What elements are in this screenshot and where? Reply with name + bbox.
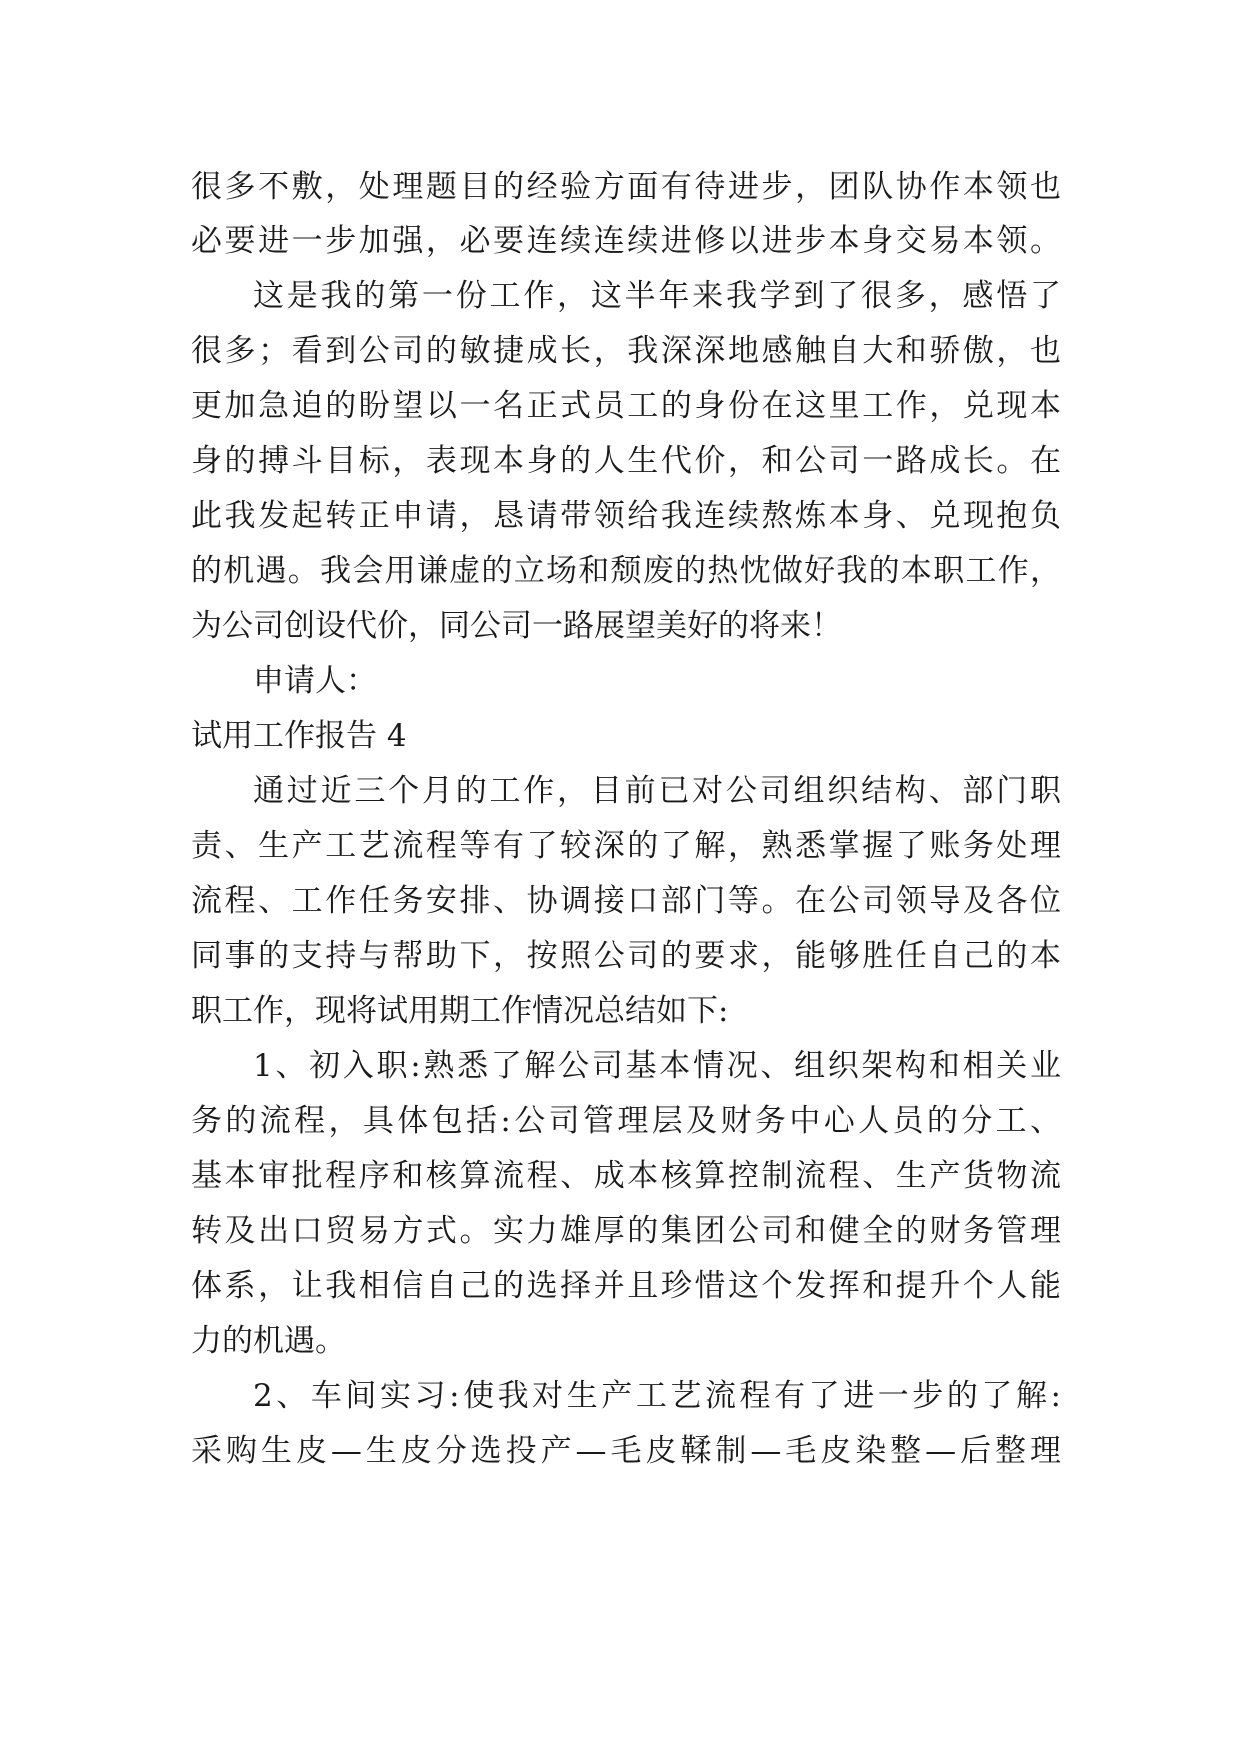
section-title: 试用工作报告 4 — [191, 718, 407, 754]
text-line: 2、车间实习:使我对生产工艺流程有了进一步的了解: — [253, 1378, 1061, 1414]
text-line: 1、初入职:熟悉了解公司基本情况、组织架构和相关业 — [253, 1048, 1061, 1084]
signature-label: 申请人： — [253, 663, 377, 699]
text-line: 更加急迫的盼望以一名正式员工的身份在这里工作，兑现本 — [191, 388, 1061, 424]
text-line: 体系，让我相信自己的选择并且珍惜这个发挥和提升个人能 — [191, 1268, 1061, 1304]
text-line: 为公司创设代价，同公司一路展望美好的将来！ — [191, 608, 842, 644]
text-line: 流程、工作任务安排、协调接口部门等。在公司领导及各位 — [191, 883, 1061, 919]
text-line: 身的搏斗目标，表现本身的人生代价，和公司一路成长。在 — [191, 443, 1061, 479]
text-line: 的机遇。我会用谦虚的立场和颓废的热忱做好我的本职工作， — [191, 553, 1061, 589]
text-line: 基本审批程序和核算流程、成本核算控制流程、生产货物流 — [191, 1158, 1061, 1194]
text-line: 此我发起转正申请，恳请带领给我连续熬炼本身、兑现抱负 — [191, 498, 1061, 534]
text-line: 同事的支持与帮助下，按照公司的要求，能够胜任自己的本 — [191, 938, 1061, 974]
text-line: 通过近三个月的工作，目前已对公司组织结构、部门职 — [253, 773, 1061, 809]
text-line: 必要进一步加强，必要连续连续进修以进步本身交易本领。 — [191, 223, 1061, 259]
text-line: 职工作，现将试用期工作情况总结如下: — [191, 993, 729, 1029]
text-line: 力的机遇。 — [191, 1323, 346, 1359]
text-line: 转及出口贸易方式。实力雄厚的集团公司和健全的财务管理 — [191, 1213, 1061, 1249]
text-line: 这是我的第一份工作，这半年来我学到了很多，感悟了 — [253, 278, 1061, 314]
text-line: 很多不敷，处理题目的经验方面有待进步，团队协作本领也 — [191, 169, 1061, 205]
text-line: 务的流程，具体包括:公司管理层及财务中心人员的分工、 — [191, 1103, 1061, 1139]
text-line: 很多；看到公司的敏捷成长，我深深地感触自大和骄傲，也 — [191, 333, 1061, 369]
text-line: 责、生产工艺流程等有了较深的了解，熟悉掌握了账务处理 — [191, 828, 1061, 864]
text-line: 采购生皮—生皮分选投产—毛皮鞣制—毛皮染整—后整理 — [191, 1433, 1061, 1469]
